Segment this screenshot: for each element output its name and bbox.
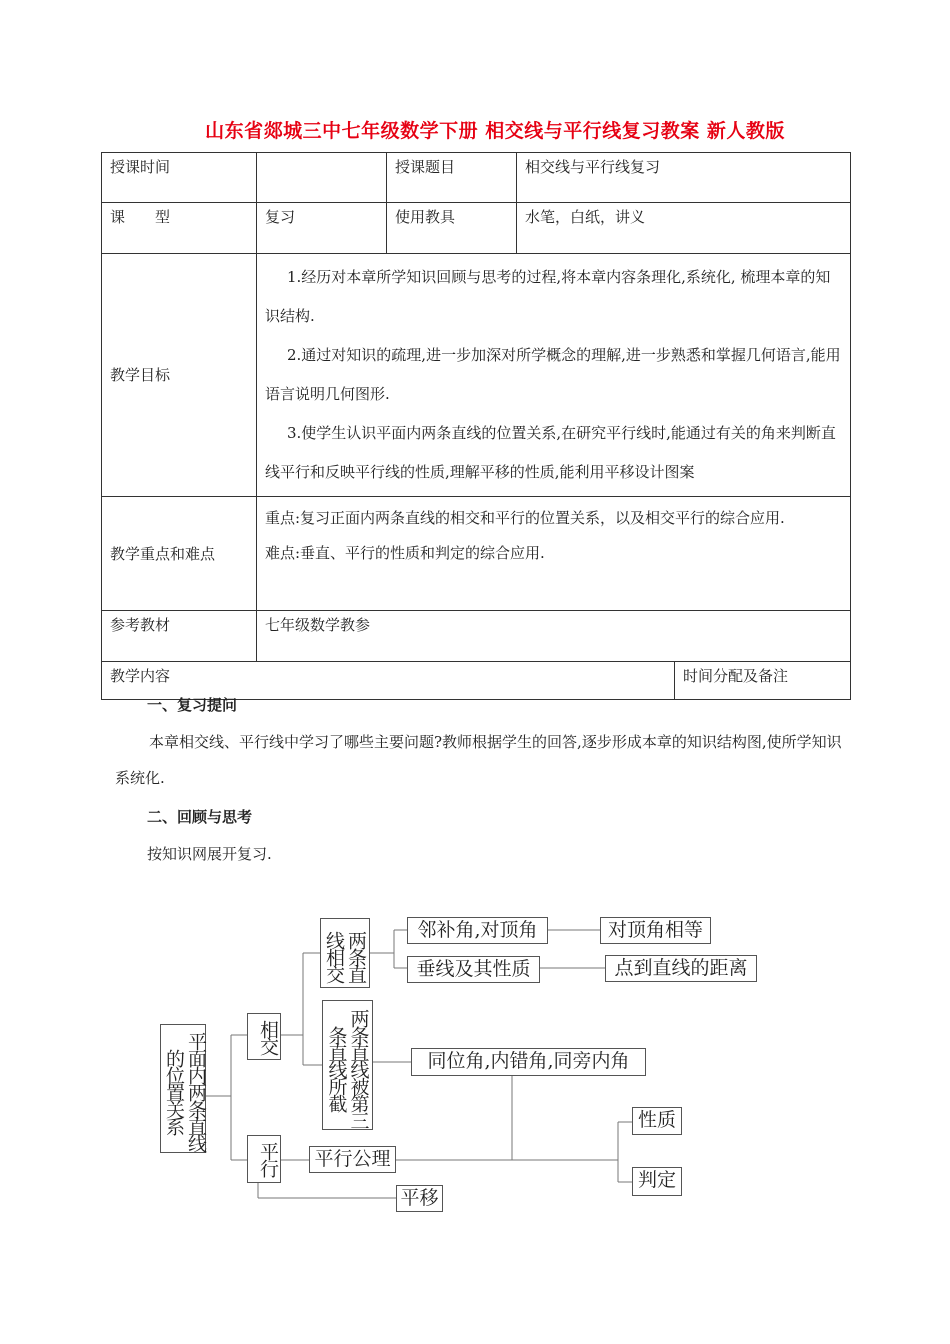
node-root-label: 平面内两条直线的位置关系 [163, 1031, 207, 1151]
section-heading-recall: 二、回顾与思考 [147, 808, 253, 826]
key-item: 重点:复习正面内两条直线的相交和平行的位置关系，以及相交平行的综合应用. [265, 509, 785, 527]
key-item: 难点:垂直、平行的性质和判定的综合应用. [265, 544, 545, 562]
value-topic: 相交线与平行线复习 [517, 153, 851, 203]
goal-item: 1.经历对本章所学知识回顾与思考的过程,将本章内容条理化,系统化, 梳理本章的知识结构. [265, 268, 831, 325]
node-intersect: 相交 [247, 1013, 281, 1060]
node-three-lines [322, 1000, 373, 1130]
value-type: 复习 [257, 203, 387, 254]
node-translation: 平移 [396, 1185, 443, 1212]
label-type: 课 型 [102, 203, 257, 254]
label-tools: 使用教具 [387, 203, 517, 254]
node-adjacent-vertical: 邻补角,对顶角 [407, 917, 548, 944]
node-vertical-equal: 对顶角相等 [600, 917, 711, 944]
label-content: 教学内容 [102, 662, 675, 700]
node-distance: 点到直线的距离 [605, 955, 757, 982]
node-two-lines-label: 两条直线相交 [323, 930, 367, 982]
value-tools: 水笔，白纸，讲义 [517, 203, 851, 254]
section-text-recall: 按知识网展开复习. [147, 845, 272, 863]
label-key: 教学重点和难点 [102, 497, 257, 611]
node-criterion: 判定 [632, 1167, 682, 1196]
node-parallel: 平行 [247, 1135, 281, 1183]
section-heading-review: 一、复习提问 [147, 696, 238, 714]
node-angles: 同位角,内错角,同旁内角 [411, 1048, 646, 1076]
document-title: 山东省郯城三中七年级数学下册 相交线与平行线复习教案 新人教版 [205, 120, 785, 142]
label-ref: 参考教材 [102, 611, 257, 662]
node-three-lines-label: 两条直线被第三条直线所截 [325, 1008, 370, 1128]
goal-item: 2.通过对知识的疏理,进一步加深对所学概念的理解,进一步熟悉和掌握几何语言,能用语言说明几何图形. [265, 346, 841, 403]
node-root [160, 1024, 206, 1153]
label-goals: 教学目标 [102, 254, 257, 497]
label-time: 授课时间 [102, 153, 257, 203]
node-parallel-axiom: 平行公理 [309, 1146, 396, 1173]
node-perpendicular: 垂线及其性质 [407, 956, 540, 983]
label-topic: 授课题目 [387, 153, 517, 203]
label-notes: 时间分配及备注 [675, 662, 851, 700]
node-property: 性质 [632, 1107, 682, 1135]
section-text-review: 本章相交线、平行线中学习了哪些主要问题?教师根据学生的回答,逐步形成本章的知识结构图,使所学知识系统化. [115, 733, 842, 787]
node-two-lines [320, 918, 370, 988]
goal-item: 3.使学生认识平面内两条直线的位置关系,在研究平行线时,能通过有关的角来判断直线平行和反映平行线的性质,理解平移的性质,能利用平移设计图案 [265, 424, 836, 481]
value-ref: 七年级数学教参 [257, 611, 851, 662]
